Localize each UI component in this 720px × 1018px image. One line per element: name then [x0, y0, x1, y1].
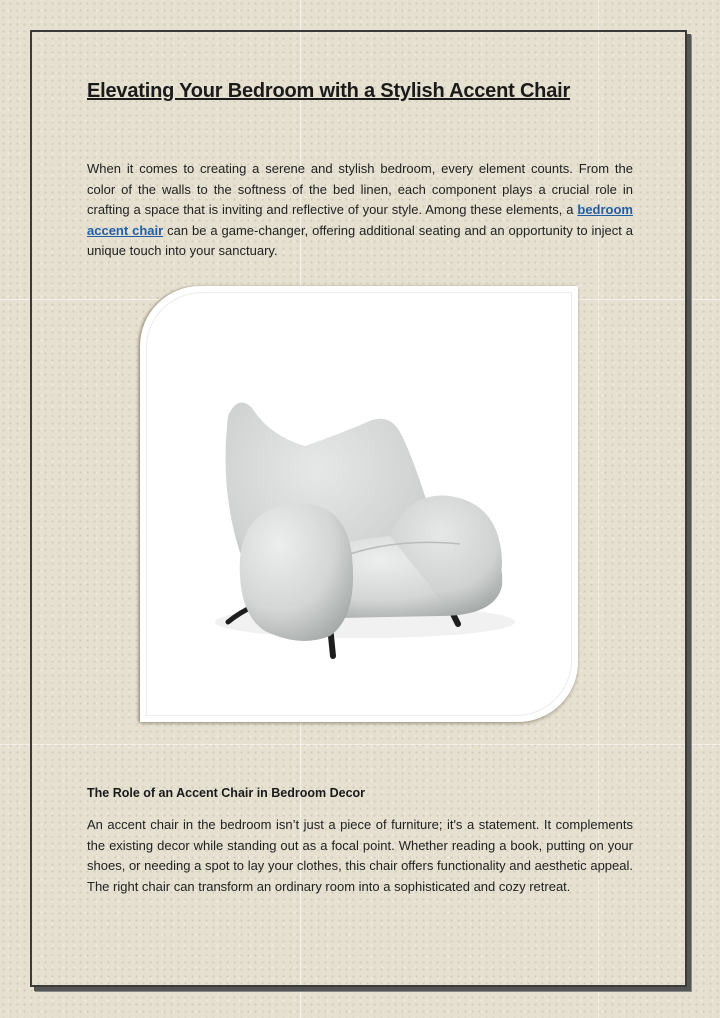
bedroom-accent-chair-link[interactable]: bedroom accent chair — [87, 202, 633, 238]
accent-chair-illustration — [140, 286, 578, 722]
section-paragraph: An accent chair in the bedroom isn’t just a piece of furniture; it's a statement. It complements the existing decor while standing out as a focal point. Whether reading a book, putting on your shoes, or needing a spot to lay your clothes, this chair offers functionality and aesthetic appeal. The right chair can transform an ordinary room into a sophisticated and cozy retreat. — [87, 817, 633, 894]
accent-chair-photo — [140, 286, 578, 722]
intro-text-before-link: When it comes to creating a serene and stylish bedroom, every element counts. From the color of the walls to the softness of the bed linen, each component plays a crucial role in crafting a space that is inviting and reflective of your style. Among these elements, a — [87, 161, 633, 217]
chair-left-arm — [240, 503, 353, 641]
section-heading: The Role of an Accent Chair in Bedroom Decor — [87, 786, 366, 800]
intro-paragraph — [87, 159, 633, 262]
intro-text-after-link: can be a game-changer, offering additional seating and an opportunity to inject a unique touch into your sanctuary. — [87, 222, 634, 258]
page-title: Elevating Your Bedroom with a Stylish Accent Chair — [87, 80, 571, 102]
